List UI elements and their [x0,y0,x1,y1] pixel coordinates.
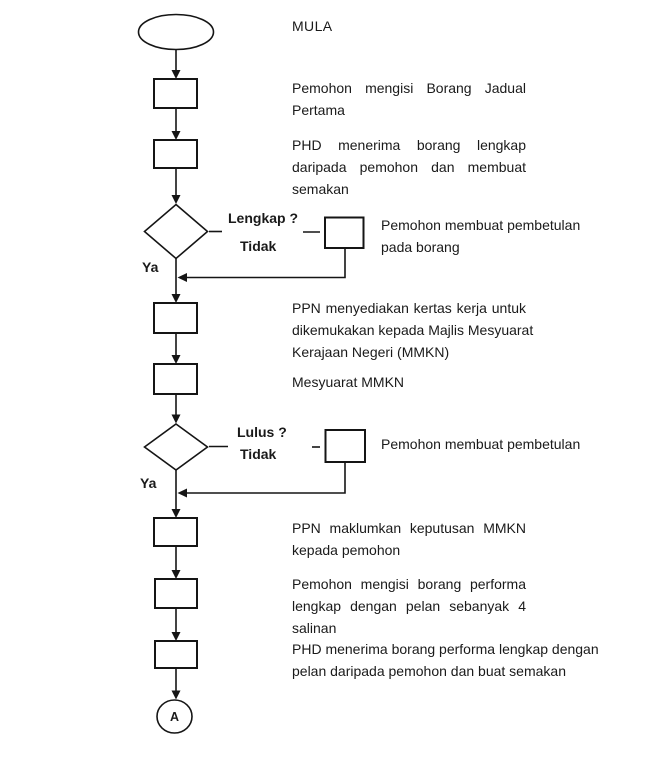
process-box-step2 [154,140,197,168]
decision1-no-label: Tidak [240,238,277,254]
offpage-connector-label: A [169,710,180,724]
decision1-yes-label: Ya [142,259,159,275]
step5-description [292,517,526,561]
text-line: pada borang [381,239,460,255]
decision2-question-label: Lulus ? [237,424,287,440]
text-line: pelan daripada pemohon dan buat semakan [292,663,566,679]
decision-diamond-lengkap [145,205,208,259]
step3-description [292,297,534,363]
correction-box-1 [325,218,364,249]
arrowhead-left-icon [178,273,188,282]
text-line: Pemohon mengisi borang performa [292,576,526,592]
decision-diamond-lulus [145,424,208,470]
correction2-description [381,433,580,455]
step4-description [292,371,404,393]
text-line: daripada pemohon dan membuat [292,159,526,175]
arrowhead-down-icon [172,415,181,424]
process-box-step1 [154,79,197,108]
text-line: kepada pemohon [292,542,401,558]
arrowhead-down-icon [172,570,181,579]
text-line: lengkap dengan pelan sebanyak 4 [292,598,526,614]
step1-description [292,77,526,121]
text-line: Pemohon mengisi Borang Jadual [292,80,526,96]
step2-description [292,134,526,200]
arrowhead-down-icon [172,70,181,79]
arrowhead-down-icon [172,294,181,303]
text-line: PPN maklumkan keputusan MMKN [292,520,526,536]
arrowhead-down-icon [172,195,181,204]
decision1-question-label: Lengkap ? [228,210,299,226]
decision2-yes-label: Ya [140,475,157,491]
feedback-line-correction2 [187,462,345,493]
text-line: Pemohon membuat pembetulan [381,217,581,233]
correction1-description [381,214,580,258]
text-line: Pemohon membuat pembetulan [381,436,581,452]
process-box-step7 [155,641,197,668]
arrowhead-left-icon [178,489,188,498]
start-label: MULA [292,18,333,34]
text-line: dikemukakan kepada Majlis Mesyuarat [292,322,534,338]
text-line: Pertama [292,102,345,118]
step6-description [292,573,526,639]
text-line: semakan [292,181,349,197]
process-box-step3 [154,303,197,333]
text-line: Mesyuarat MMKN [292,374,405,390]
arrowhead-down-icon [172,632,181,641]
text-line: salinan [292,620,337,636]
start-terminator-ellipse [139,15,214,50]
step7-description [292,638,599,682]
arrowhead-down-icon [172,509,181,518]
arrowhead-down-icon [172,691,181,700]
decision2-no-label: Tidak [240,446,277,462]
text-line: PHD menerima borang lengkap [292,137,526,153]
process-box-step6 [155,579,197,608]
process-box-step4 [154,364,197,394]
text-line: PPN menyediakan kertas kerja untuk [292,300,526,316]
process-box-step5 [154,518,197,546]
text-line: PHD menerima borang performa lengkap dengan [292,641,599,657]
arrowhead-down-icon [172,355,181,364]
correction-box-2 [326,430,366,462]
arrowhead-down-icon [172,131,181,140]
text-line: Kerajaan Negeri (MMKN) [292,344,450,360]
